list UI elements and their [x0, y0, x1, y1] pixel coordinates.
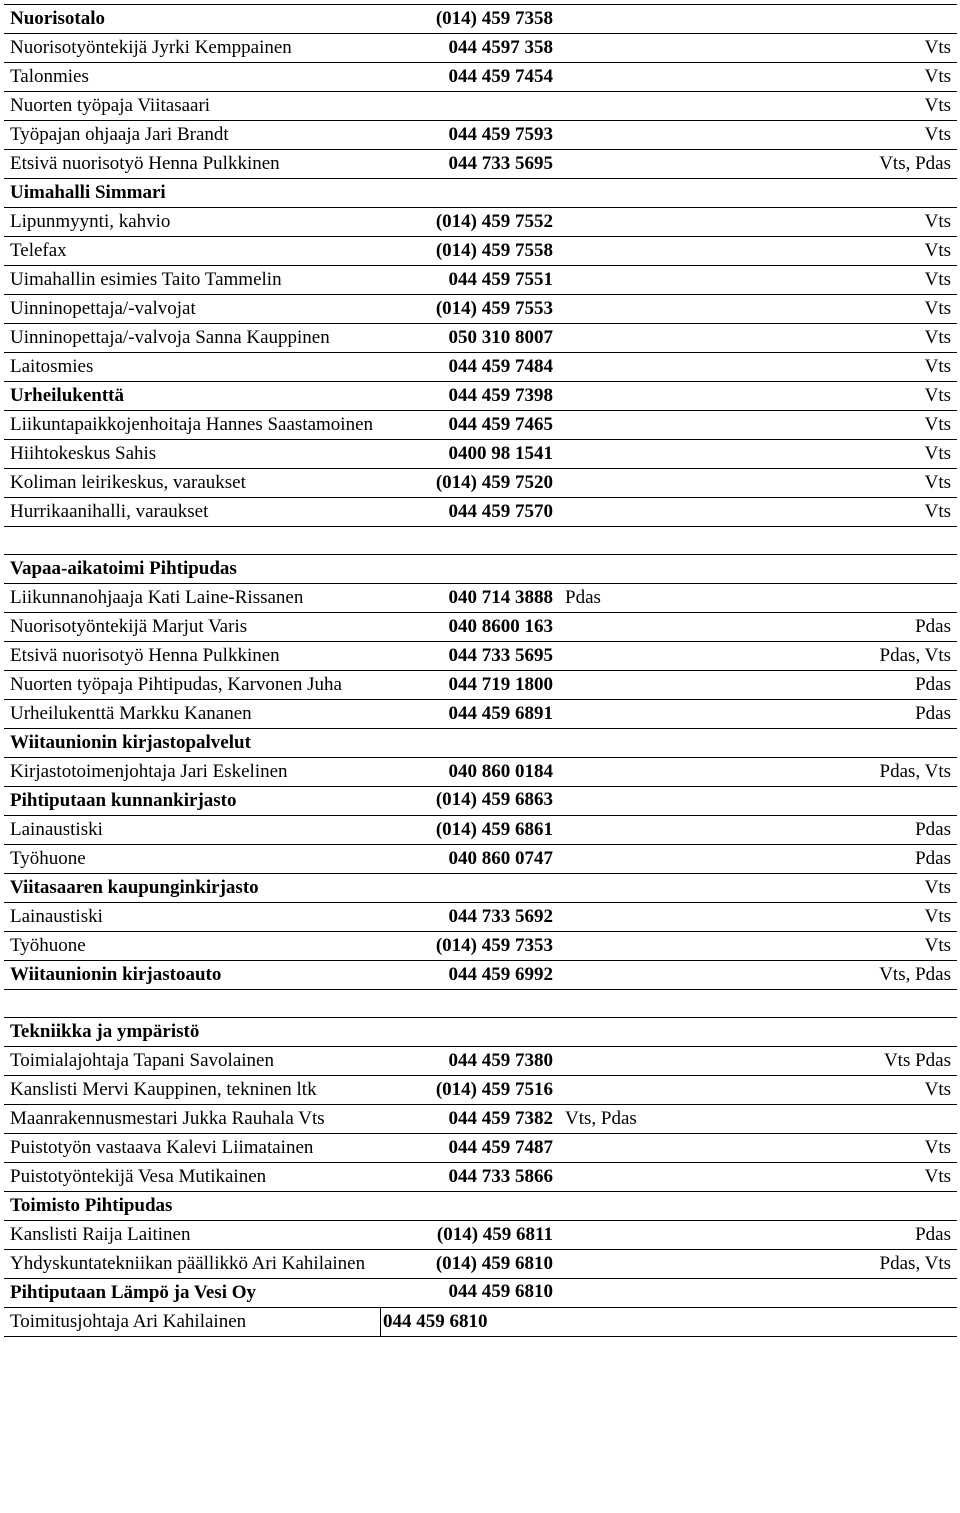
contact-row [4, 353, 957, 382]
section-title: Pihtiputaan kunnankirjasto [10, 790, 237, 811]
phone-number: 044 459 7484 [448, 356, 553, 377]
contact-row [4, 237, 957, 266]
phone-numbers [383, 700, 553, 728]
phone-number: (014) 459 7353 [435, 935, 553, 956]
section-title: Uimahalli Simmari [10, 182, 166, 203]
location-code: Pdas [915, 616, 951, 637]
location-code: Pdas [915, 674, 951, 695]
location-code: Vts [924, 211, 951, 232]
phone-number: (014) 459 6861 [435, 819, 553, 840]
contact-row [4, 266, 957, 295]
contact-row [4, 440, 957, 469]
contact-row [4, 411, 957, 440]
phone-numbers [383, 237, 553, 265]
phone-numbers [383, 440, 553, 468]
phone-numbers [383, 845, 553, 873]
contact-name: Nuorisotyöntekijä Jyrki Kemppainen [10, 37, 292, 58]
section-title: Urheilukenttä [10, 385, 124, 406]
contact-name: Etsivä nuorisotyö Henna Pulkkinen [10, 645, 280, 666]
contact-name: Nuorisotyöntekijä Marjut Varis [10, 616, 248, 637]
phone-number: (014) 459 7516 [435, 1079, 553, 1100]
location-code: Vts [924, 37, 951, 58]
phone-number: (014) 459 7520 [435, 472, 553, 493]
contact-name: Kanslisti Raija Laitinen [10, 1224, 191, 1245]
location-code: Vts [924, 1079, 951, 1100]
phone-number: 040 860 0747 [448, 848, 553, 869]
contact-row [4, 1163, 957, 1192]
phone-number: 044 459 7398 [448, 385, 553, 406]
contact-name: Etsivä nuorisotyö Henna Pulkkinen [10, 153, 280, 174]
location-code: Vts [924, 472, 951, 493]
phone-numbers [383, 208, 553, 236]
contact-row [4, 92, 957, 121]
phone-number: (014) 459 6811 [436, 1224, 553, 1245]
contact-row [4, 903, 957, 932]
location-code: Pdas [915, 848, 951, 869]
phone-number: 044 719 1800 [448, 674, 553, 695]
phone-numbers [383, 150, 553, 178]
phone-numbers [383, 121, 553, 149]
phone-number: 044 459 7487 [448, 1137, 553, 1158]
contact-row [4, 1105, 957, 1134]
phone-number: (014) 459 7358 [435, 8, 553, 29]
contact-name: Hiihtokeskus Sahis [10, 443, 157, 464]
phone-numbers [383, 324, 553, 352]
phone-numbers [383, 1163, 553, 1191]
contact-name: Uimahallin esimies Taito Tammelin [10, 269, 282, 290]
contact-row [4, 498, 957, 527]
location-code: Vts Pdas [883, 1050, 951, 1071]
location-code: Vts [924, 327, 951, 348]
phone-numbers [383, 1221, 553, 1249]
contact-name: Hurrikaanihalli, varaukset [10, 501, 209, 522]
section-heading-row [4, 382, 957, 411]
phone-numbers [383, 498, 553, 526]
section-title: Wiitaunionin kirjastoauto [10, 964, 222, 985]
phone-numbers [383, 613, 553, 641]
phone-numbers [383, 295, 553, 323]
section-spacer [4, 527, 957, 555]
contact-row [4, 208, 957, 237]
phone-number: 044 459 7382 [448, 1108, 553, 1129]
section-heading-row [4, 1018, 957, 1047]
contact-name: Toimialajohtaja Tapani Savolainen [10, 1050, 274, 1071]
phone-number: 040 714 3888 [448, 587, 553, 608]
contact-name: Laitosmies [10, 356, 94, 377]
section-spacer [4, 990, 957, 1018]
contact-name: Liikuntapaikkojenhoitaja Hannes Saastamoinen [10, 414, 374, 435]
contact-name: Koliman leirikeskus, varaukset [10, 472, 246, 493]
section-heading-row [4, 179, 957, 208]
contact-name: Talonmies [10, 66, 89, 87]
phone-numbers [383, 353, 553, 381]
phone-number: (014) 459 7558 [435, 240, 553, 261]
contact-name: Lipunmyynti, kahvio [10, 211, 171, 232]
section-title: Nuorisotalo [10, 8, 105, 29]
contact-name: Toimitusjohtaja Ari Kahilainen [10, 1311, 247, 1332]
phone-numbers [383, 63, 553, 91]
contact-name: Lainaustiski [10, 819, 103, 840]
phone-number: 044 459 7465 [448, 414, 553, 435]
contact-name: Työpajan ohjaaja Jari Brandt [10, 124, 229, 145]
contact-name: Puistotyöntekijä Vesa Mutikainen [10, 1166, 267, 1187]
location-code: Vts [924, 240, 951, 261]
phone-number: 044 733 5695 [448, 153, 553, 174]
contact-row [4, 34, 957, 63]
location-code: Pdas [565, 587, 601, 608]
contact-row [4, 63, 957, 92]
location-code: Pdas, Vts [879, 1253, 951, 1274]
contact-row [4, 613, 957, 642]
section-title: Viitasaaren kaupunginkirjasto [10, 877, 259, 898]
contact-row [4, 816, 957, 845]
phone-numbers [383, 34, 553, 62]
contact-row [4, 469, 957, 498]
phone-number: 050 310 8007 [448, 327, 553, 348]
contact-row [4, 1308, 957, 1337]
contact-name: Yhdyskuntatekniikan päällikkö Ari Kahilainen [10, 1253, 366, 1274]
phone-number: 044 459 6810 [383, 1311, 488, 1332]
phone-number: 044 459 6891 [448, 703, 553, 724]
contact-name: Telefax [10, 240, 67, 261]
section-title: Tekniikka ja ympäristö [10, 1021, 200, 1042]
phone-numbers [383, 1105, 553, 1133]
location-code: Vts [924, 66, 951, 87]
location-code: Vts [924, 1166, 951, 1187]
phone-numbers [383, 1047, 553, 1075]
location-code: Pdas [915, 703, 951, 724]
phone-number: (014) 459 7553 [435, 298, 553, 319]
contact-row [4, 932, 957, 961]
contact-row [4, 324, 957, 353]
phone-number: 044 459 7570 [448, 501, 553, 522]
contact-name: Maanrakennusmestari Jukka Rauhala Vts [10, 1108, 325, 1129]
phone-number: 044 733 5692 [448, 906, 553, 927]
contact-row [4, 1221, 957, 1250]
location-code: Vts [924, 443, 951, 464]
contact-name: Kirjastotoimenjohtaja Jari Eskelinen [10, 761, 288, 782]
phone-number: (014) 459 6863 [435, 789, 553, 810]
section-heading-row [4, 961, 957, 990]
location-code: Vts [924, 414, 951, 435]
phone-number: 044 733 5695 [448, 645, 553, 666]
phone-numbers [383, 671, 553, 699]
phone-number: 044 459 6810 [448, 1281, 553, 1302]
contact-name: Työhuone [10, 848, 86, 869]
section-heading-row [4, 4, 957, 34]
phone-numbers [383, 584, 553, 612]
location-code: Pdas [915, 1224, 951, 1245]
phone-numbers [383, 816, 553, 844]
location-code: Vts [924, 501, 951, 522]
section-heading-row [4, 787, 957, 816]
location-code: Vts [924, 269, 951, 290]
location-code: Vts, Pdas [565, 1108, 637, 1129]
contact-row [4, 671, 957, 700]
contact-name: Urheilukenttä Markku Kananen [10, 703, 252, 724]
section-heading-row [4, 555, 957, 584]
section-heading-row [4, 1279, 957, 1308]
contact-row [4, 1047, 957, 1076]
phone-number: 044 459 7593 [448, 124, 553, 145]
contact-name: Nuorten työpaja Pihtipudas, Karvonen Juha [10, 674, 342, 695]
location-code: Vts [924, 124, 951, 145]
section-heading-row [4, 729, 957, 758]
location-code: Vts, Pdas [879, 153, 951, 174]
contact-name: Työhuone [10, 935, 86, 956]
phone-number: (014) 459 7552 [435, 211, 553, 232]
location-code: Vts [924, 385, 951, 406]
section-title: Vapaa-aikatoimi Pihtipudas [10, 558, 237, 579]
location-code: Pdas [915, 819, 951, 840]
contact-row [4, 584, 957, 613]
phone-numbers [383, 932, 553, 960]
location-code: Vts [924, 877, 951, 898]
contact-row [4, 1134, 957, 1163]
phone-numbers [383, 903, 553, 931]
section-heading-row [4, 1192, 957, 1221]
phone-number: 044 459 7454 [448, 66, 553, 87]
contact-name: Lainaustiski [10, 906, 103, 927]
phone-numbers [383, 1308, 553, 1336]
contact-row [4, 121, 957, 150]
phone-number: 044 459 6992 [448, 964, 553, 985]
phone-numbers [383, 961, 553, 989]
phone-numbers [383, 642, 553, 670]
contact-name: Puistotyön vastaava Kalevi Liimatainen [10, 1137, 314, 1158]
contact-row [4, 642, 957, 671]
contact-name: Liikunnanohjaaja Kati Laine-Rissanen [10, 587, 304, 608]
contact-name: Uinninopettaja/-valvojat [10, 298, 196, 319]
column-divider [380, 1308, 381, 1336]
contact-row [4, 1076, 957, 1105]
section-title: Wiitaunionin kirjastopalvelut [10, 732, 251, 753]
contact-row [4, 700, 957, 729]
phone-number: (014) 459 6810 [435, 1253, 553, 1274]
contact-name: Nuorten työpaja Viitasaari [10, 95, 211, 116]
phone-numbers [383, 469, 553, 497]
phone-number: 040 8600 163 [448, 616, 553, 637]
contact-row [4, 150, 957, 179]
phone-numbers [383, 411, 553, 439]
contact-row [4, 295, 957, 324]
location-code: Vts [924, 1137, 951, 1158]
location-code: Vts [924, 906, 951, 927]
phone-numbers [383, 266, 553, 294]
location-code: Vts [924, 356, 951, 377]
phone-number: 040 860 0184 [448, 761, 553, 782]
contact-directory-table [4, 4, 957, 1337]
phone-number: 044 4597 358 [448, 37, 553, 58]
phone-number: 044 459 7380 [448, 1050, 553, 1071]
section-title: Pihtiputaan Lämpö ja Vesi Oy [10, 1282, 256, 1303]
location-code: Vts [924, 95, 951, 116]
phone-number: 044 459 7551 [448, 269, 553, 290]
phone-numbers [383, 382, 553, 410]
contact-name: Uinninopettaja/-valvoja Sanna Kauppinen [10, 327, 330, 348]
section-heading-row [4, 874, 957, 903]
contact-row [4, 845, 957, 874]
location-code: Vts [924, 298, 951, 319]
phone-numbers [383, 1076, 553, 1104]
phone-numbers [383, 1134, 553, 1162]
location-code: Pdas, Vts [879, 645, 951, 666]
location-code: Pdas, Vts [879, 761, 951, 782]
phone-number: 044 733 5866 [448, 1166, 553, 1187]
phone-numbers [383, 5, 553, 33]
location-code: Vts, Pdas [879, 964, 951, 985]
phone-number: 0400 98 1541 [448, 443, 553, 464]
section-title: Toimisto Pihtipudas [10, 1195, 173, 1216]
contact-name: Kanslisti Mervi Kauppinen, tekninen ltk [10, 1079, 317, 1100]
location-code: Vts [924, 935, 951, 956]
